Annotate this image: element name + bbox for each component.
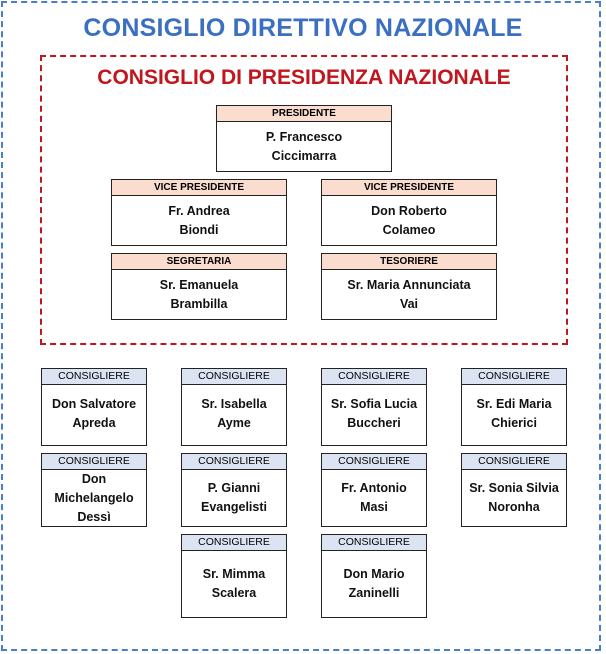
consigliere-box (321, 368, 427, 446)
member-name: Sr. Sonia Silvia Noronha (469, 481, 559, 514)
consigliere-box (321, 453, 427, 527)
consigliere-box (181, 368, 287, 446)
role-label: VICE PRESIDENTE (322, 180, 496, 196)
role-label: VICE PRESIDENTE (112, 180, 286, 196)
member-name: Don Salvatore Apreda (51, 397, 137, 430)
presidente-box (216, 105, 392, 172)
member-name: P. Gianni Evangelisti (201, 481, 267, 514)
role-label: PRESIDENTE (217, 106, 391, 122)
member-name: Sr. Sofia Lucia Buccheri (330, 397, 418, 430)
role-label: CONSIGLIERE (322, 454, 426, 470)
member-name: Fr. Antonio Masi (341, 481, 407, 514)
role-label: CONSIGLIERE (462, 369, 566, 385)
role-label: CONSIGLIERE (182, 535, 286, 551)
role-label: CONSIGLIERE (42, 369, 146, 385)
member-name: Sr. Mimma Scalera (202, 567, 266, 600)
member-name: Sr. Maria Annunciata Vai (347, 278, 471, 311)
member-name: P. Francesco Ciccimarra (265, 130, 343, 163)
member-name: Don Mario Zaninelli (343, 567, 405, 600)
role-label: CONSIGLIERE (322, 369, 426, 385)
role-label: CONSIGLIERE (182, 454, 286, 470)
role-label: CONSIGLIERE (462, 454, 566, 470)
tesoriere-box (321, 253, 497, 320)
consigliere-box (181, 534, 287, 618)
presidenza-title: CONSIGLIO DI PRESIDENZA NAZIONALE (97, 66, 511, 89)
consigliere-box (461, 453, 567, 527)
role-label: TESORIERE (322, 254, 496, 270)
role-label: SEGRETARIA (112, 254, 286, 270)
member-name: Sr. Isabella Ayme (201, 397, 267, 430)
consigliere-box (41, 453, 147, 527)
consigliere-box (41, 368, 147, 446)
role-label: CONSIGLIERE (182, 369, 286, 385)
member-name: Sr. Emanuela Brambilla (159, 278, 239, 311)
role-label: CONSIGLIERE (42, 454, 146, 470)
member-name: Fr. Andrea Biondi (168, 204, 230, 237)
consigliere-box (181, 453, 287, 527)
consigliere-box (461, 368, 567, 446)
member-name: Don Roberto Colameo (371, 204, 447, 237)
segretaria-box (111, 253, 287, 320)
consigliere-box (321, 534, 427, 618)
member-name: Sr. Edi Maria Chierici (476, 397, 552, 430)
vice-presidente-box (321, 179, 497, 246)
role-label: CONSIGLIERE (322, 535, 426, 551)
vice-presidente-box (111, 179, 287, 246)
main-title: CONSIGLIO DIRETTIVO NAZIONALE (83, 14, 523, 42)
member-name: Don Michelangelo Dessì (54, 471, 134, 524)
